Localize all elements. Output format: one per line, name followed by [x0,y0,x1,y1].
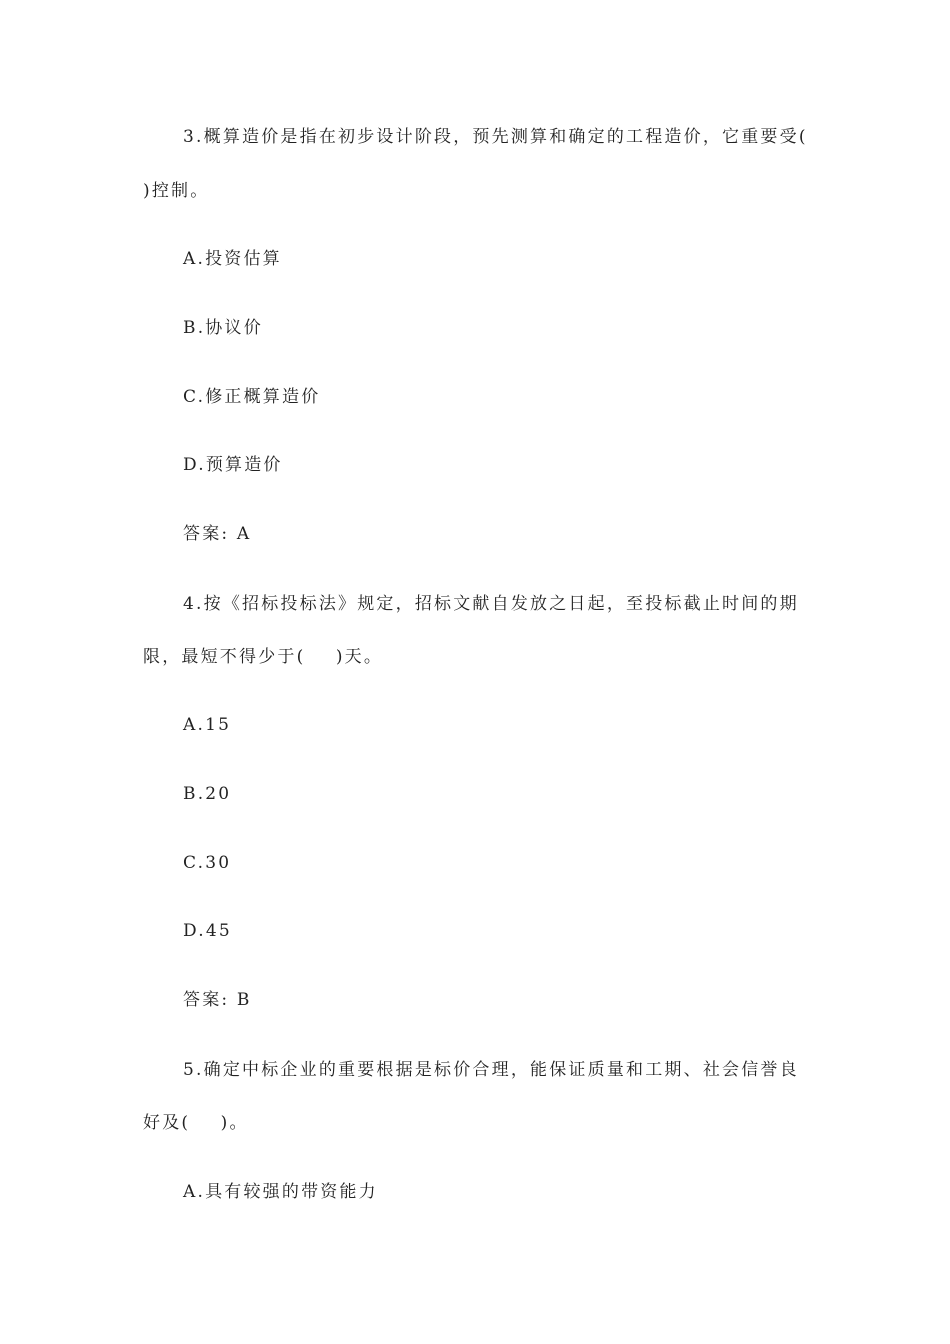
question-5-option-a: A.具有较强的带资能力 [183,1182,378,1202]
question-4-option-c: C.30 [183,853,232,873]
question-4-text-line-1: 4.按《招标投标法》规定，招标文献自发放之日起，至投标截止时间的期 [183,594,799,614]
question-4-option-d: D.45 [183,921,232,941]
question-3-option-c: C.修正概算造价 [183,387,321,407]
question-4-text-line-2: 限，最短不得少于( )天。 [143,647,384,667]
question-3-option-b: B.协议价 [183,318,263,338]
question-4-answer: 答案: B [183,990,252,1010]
question-5-text-line-2: 好及( )。 [143,1113,249,1133]
question-4-option-b: B.20 [183,784,232,804]
question-3-answer: 答案: A [183,524,252,544]
question-4-option-a: A.15 [183,715,232,735]
question-5-text-line-1: 5.确定中标企业的重要根据是标价合理，能保证质量和工期、社会信誉良 [183,1060,799,1080]
question-3-text-line-2: )控制。 [143,181,210,201]
question-3-option-a: A.投资估算 [183,249,282,269]
question-3-text-line-1: 3.概算造价是指在初步设计阶段，预先测算和确定的工程造价，它重要受( [183,127,808,147]
question-3-option-d: D.预算造价 [183,455,283,475]
